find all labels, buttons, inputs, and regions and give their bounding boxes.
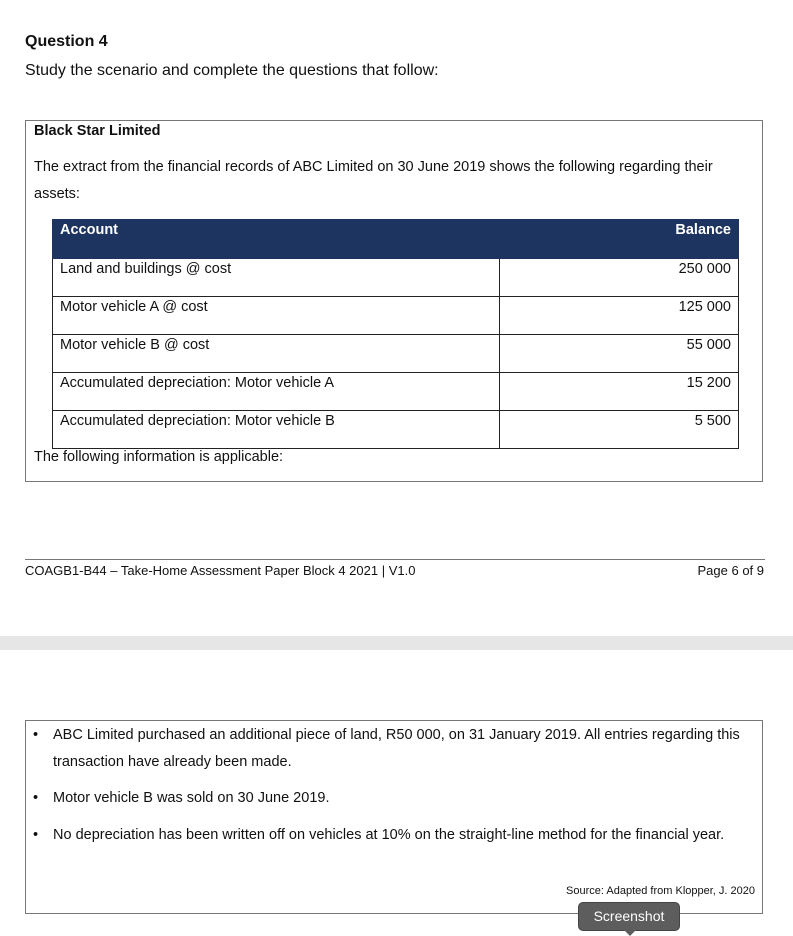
list-item-text: No depreciation has been written off on vehicles at 10% on the straight-line method for the financial year. <box>53 827 725 843</box>
source-citation: Source: Adapted from Klopper, J. 2020 <box>566 885 755 897</box>
assets-table <box>52 219 739 449</box>
page-break <box>0 636 793 650</box>
bullet-icon: • <box>33 827 39 843</box>
footer-divider <box>25 559 765 560</box>
table-row <box>53 335 739 373</box>
account-cell: Accumulated depreciation: Motor vehicle A <box>53 373 500 411</box>
screenshot-tooltip: Screenshot <box>578 902 680 931</box>
bullet-icon: • <box>33 727 39 743</box>
scenario-title: Black Star Limited <box>34 123 161 139</box>
question-title: Question 4 <box>25 33 108 50</box>
balance-cell: 15 200 <box>500 373 739 411</box>
bullet-icon: • <box>33 790 39 806</box>
information-box <box>25 720 763 914</box>
question-intro: Study the scenario and complete the questions that follow: <box>25 62 439 79</box>
table-header-row <box>53 220 739 259</box>
table-row <box>53 297 739 335</box>
scenario-footer-text: The following information is applicable: <box>34 449 284 465</box>
account-cell: Land and buildings @ cost <box>53 259 500 297</box>
table-row <box>53 259 739 297</box>
table-row <box>53 411 739 449</box>
scenario-text: The extract from the financial records of ABC Limited on 30 June 2019 shows the following regarding their assets: <box>34 159 713 202</box>
footer-page-number: Page 6 of 9 <box>697 563 764 578</box>
balance-cell: 55 000 <box>500 335 739 373</box>
account-cell: Motor vehicle B @ cost <box>53 335 500 373</box>
table-row <box>53 373 739 411</box>
list-item-text: ABC Limited purchased an additional piece of land, R50 000, on 31 January 2019. All entries regarding this transaction have already been made. <box>53 727 740 770</box>
footer-document-id: COAGB1-B44 – Take-Home Assessment Paper Block 4 2021 | V1.0 <box>25 563 416 578</box>
balance-cell: 125 000 <box>500 297 739 335</box>
scenario-box <box>25 120 763 482</box>
account-cell: Accumulated depreciation: Motor vehicle B <box>53 411 500 449</box>
list-item-text: Motor vehicle B was sold on 30 June 2019. <box>53 790 330 806</box>
balance-cell: 5 500 <box>500 411 739 449</box>
header-account: Account <box>53 220 500 259</box>
balance-cell: 250 000 <box>500 259 739 297</box>
header-balance: Balance <box>500 220 739 259</box>
account-cell: Motor vehicle A @ cost <box>53 297 500 335</box>
